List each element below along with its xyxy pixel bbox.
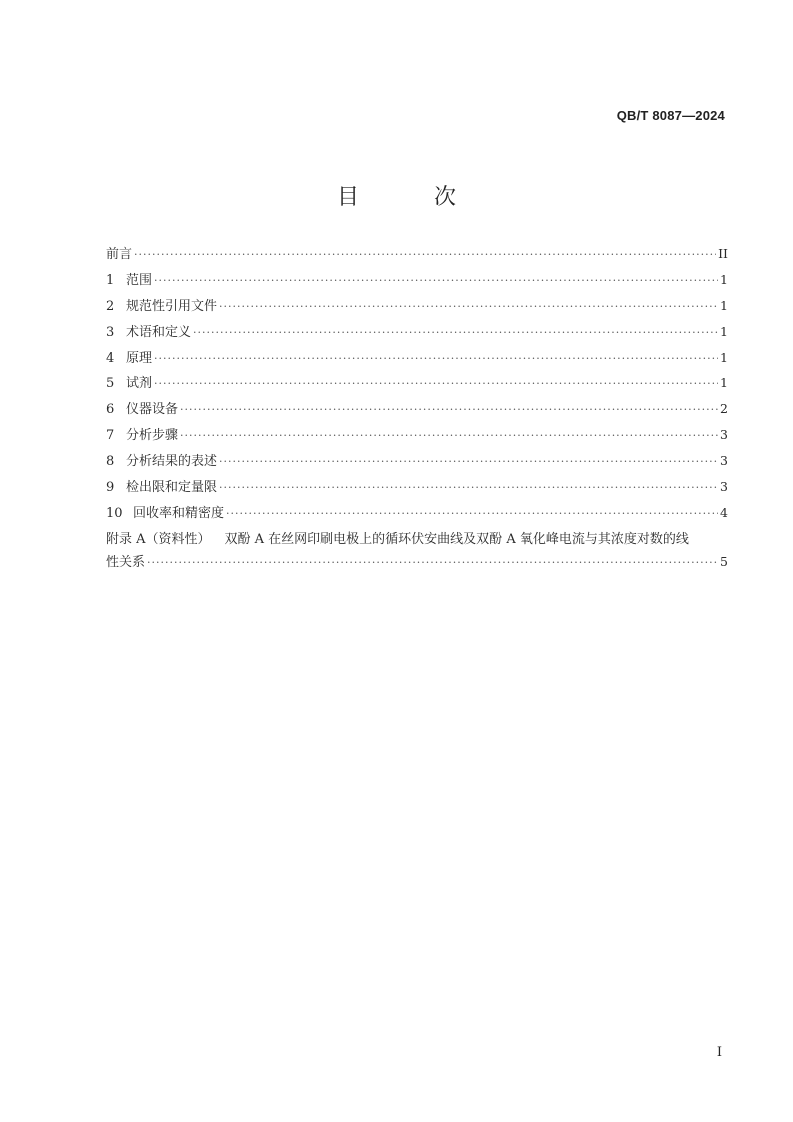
toc-entry-page: II <box>718 246 728 261</box>
toc-leader-dots <box>154 374 718 394</box>
toc-entry-terms[interactable] <box>106 322 728 348</box>
appendix-title-line2: 性关系 <box>106 554 146 570</box>
toc-entry-page: 3 <box>720 453 728 469</box>
toc-leader-dots <box>154 349 718 369</box>
toc-leader-dots <box>219 297 718 317</box>
toc-entry-number: 7 <box>106 428 115 444</box>
toc-entry-results[interactable] <box>106 451 728 477</box>
toc-entry-procedure[interactable] <box>106 425 728 451</box>
toc-entry-appendix-a[interactable] <box>106 529 728 574</box>
toc-entry-page: 2 <box>720 401 728 417</box>
toc-entry-number: 10 <box>106 505 123 521</box>
toc-entry-page: 5 <box>720 553 728 569</box>
toc-entry-recovery-precision[interactable] <box>106 503 728 529</box>
toc-entry-label: 试剂 <box>126 376 153 392</box>
toc-entry-detection-limits[interactable] <box>106 477 728 503</box>
toc-leader-dots <box>193 323 718 343</box>
toc-entry-label: 仪器设备 <box>126 402 179 418</box>
toc-leader-dots <box>180 400 718 420</box>
toc-entry-page: 1 <box>720 349 728 365</box>
toc-leader-dots <box>134 245 716 265</box>
toc-entry-label: 回收率和精密度 <box>133 505 225 521</box>
toc-entry-page: 3 <box>720 479 728 495</box>
appendix-second-line <box>106 551 728 574</box>
toc-leader-dots <box>154 271 718 291</box>
toc-entry-number: 3 <box>106 324 115 340</box>
toc-entry-page: 3 <box>720 427 728 443</box>
toc-entry-label: 前言 <box>106 247 133 262</box>
toc-entry-number: 8 <box>106 454 115 470</box>
standard-code: QB/T 8087—2024 <box>616 108 725 123</box>
appendix-tag: 附录 A（资料性） <box>106 531 211 547</box>
toc-leader-dots <box>219 452 718 472</box>
toc-entry-page: 1 <box>720 271 728 287</box>
toc-entry-normative-references[interactable] <box>106 296 728 322</box>
toc-entry-scope[interactable] <box>106 270 728 296</box>
toc-leader-dots <box>219 478 718 498</box>
toc-entry-page: 4 <box>720 504 728 520</box>
toc-entry-number: 9 <box>106 480 115 496</box>
toc-entry-number: 2 <box>106 298 115 314</box>
toc-entry-number: 6 <box>106 402 115 418</box>
toc-entry-page: 1 <box>720 323 728 339</box>
table-of-contents <box>106 244 728 574</box>
toc-entry-label: 范围 <box>126 272 153 288</box>
toc-entry-number: 5 <box>106 376 115 392</box>
toc-entry-foreword[interactable] <box>106 244 728 270</box>
toc-entry-reagents[interactable] <box>106 373 728 399</box>
toc-leader-dots <box>226 504 718 524</box>
toc-entry-label: 规范性引用文件 <box>126 298 218 314</box>
page-number: I <box>716 1045 722 1060</box>
toc-entry-label: 原理 <box>126 350 153 366</box>
toc-entry-principle[interactable] <box>106 348 728 374</box>
toc-entry-label: 检出限和定量限 <box>126 480 218 496</box>
toc-entry-label: 分析结果的表述 <box>126 454 218 470</box>
appendix-first-line <box>106 529 728 551</box>
toc-entry-label: 分析步骤 <box>126 428 179 444</box>
toc-entry-page: 1 <box>720 375 728 391</box>
toc-entry-number: 4 <box>106 350 115 366</box>
toc-entry-apparatus[interactable] <box>106 399 728 425</box>
toc-leader-dots <box>147 552 718 574</box>
toc-entry-number: 1 <box>106 272 115 288</box>
page-title: 目 次 <box>337 185 490 210</box>
appendix-title-line1: 双酚 A 在丝网印刷电极上的循环伏安曲线及双酚 A 氧化峰电流与其浓度对数的线 <box>224 531 689 547</box>
toc-entry-label: 术语和定义 <box>126 324 192 340</box>
toc-entry-page: 1 <box>720 297 728 313</box>
toc-leader-dots <box>180 426 718 446</box>
